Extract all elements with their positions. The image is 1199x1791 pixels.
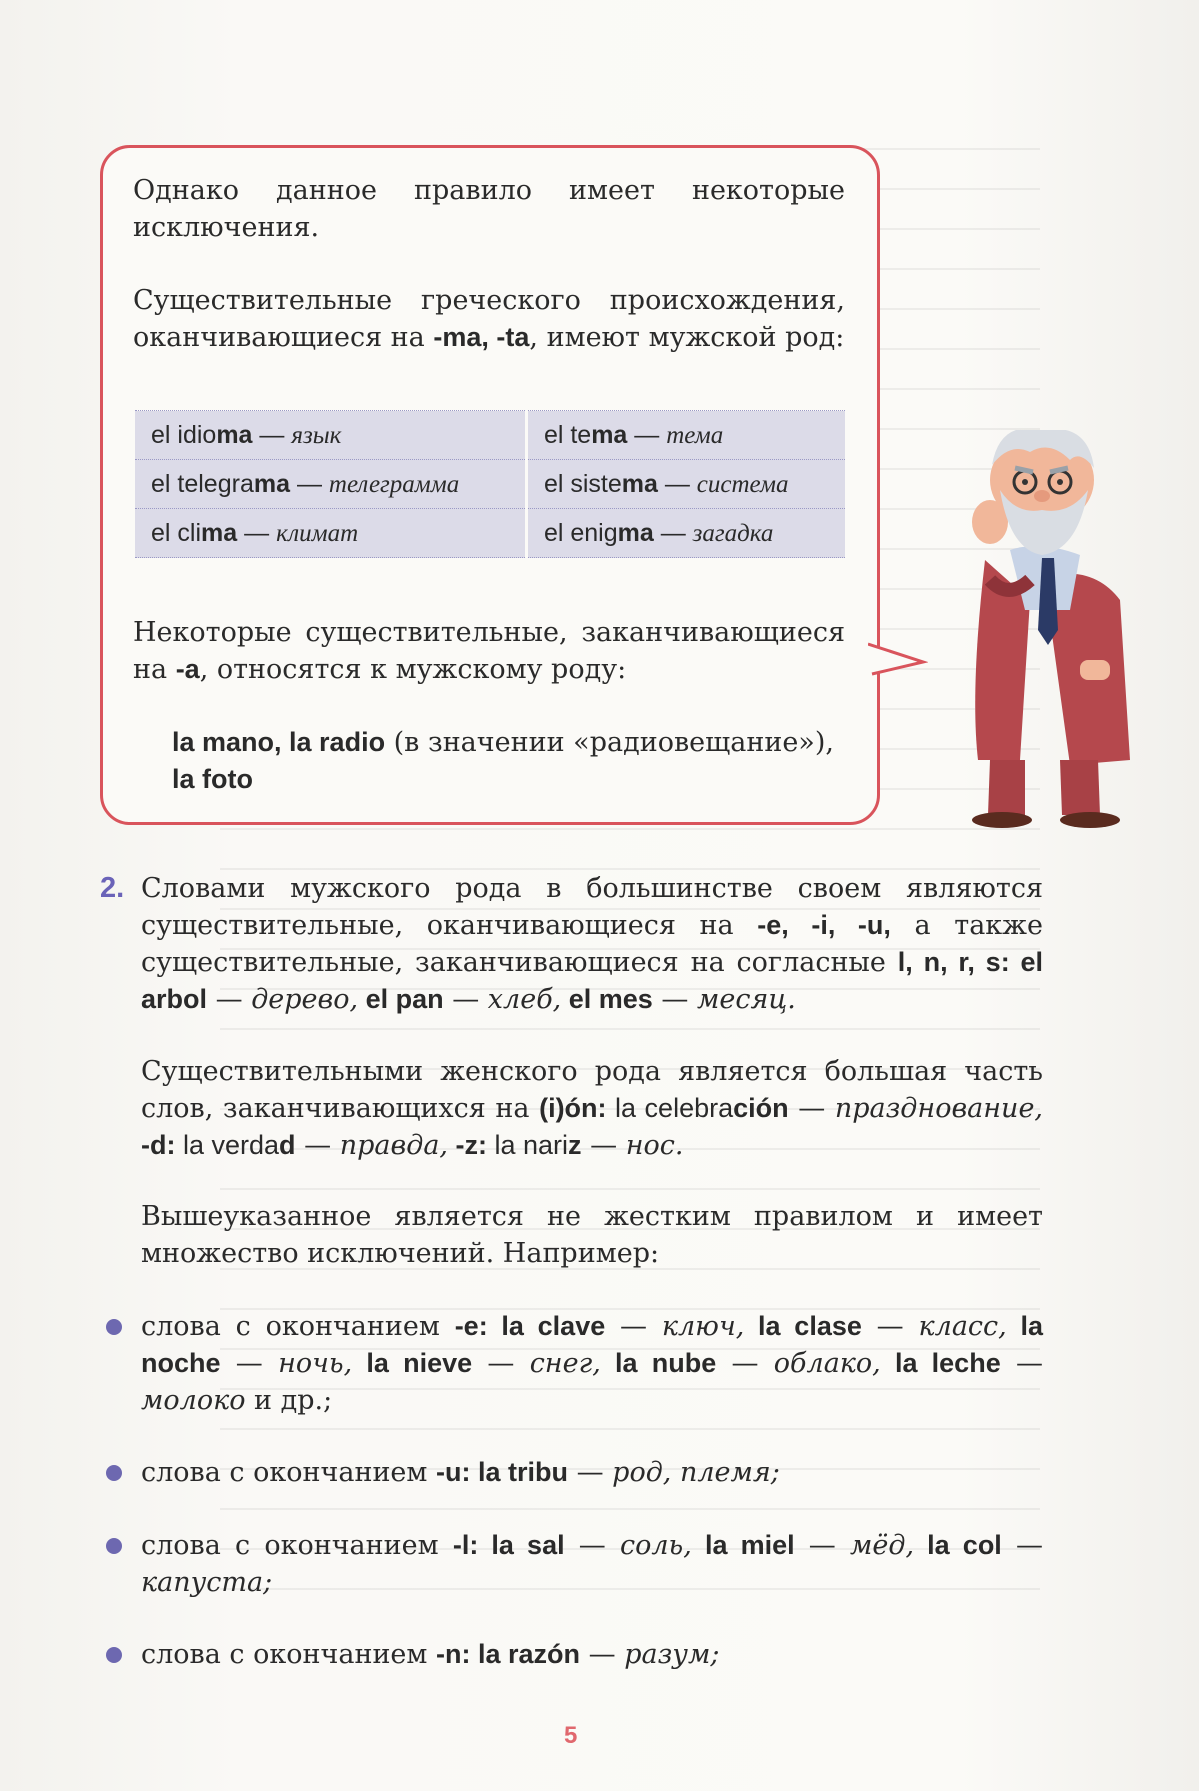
callout-intro: Однако данное правило имеет некоторые исключения.	[133, 175, 845, 243]
bullet-dot	[106, 1647, 122, 1663]
table-row	[134, 460, 847, 509]
callout-masculine-a: Некоторые существительные, заканчивающиеся на -a, относятся к мужскому роду:	[133, 617, 845, 685]
bullet-n: слова с окончанием -n: la razón — разум;	[141, 1639, 720, 1670]
bullet-dot	[106, 1465, 122, 1481]
bullet-e: слова с окончанием -e: la clave — ключ, la clase — класс, la noche — ночь, la nieve — снег, la nube — облако, la leche — молоко и др.;	[141, 1311, 1043, 1416]
bullet-u: слова с окончанием -u: la tribu — род, племя;	[141, 1457, 780, 1488]
table-row	[134, 509, 847, 558]
bullet-dot	[106, 1319, 122, 1335]
page-number: 5	[564, 1722, 578, 1749]
table-cell: el telegrama — телеграмма	[134, 460, 527, 509]
bullet-l: слова с окончанием -l: la sal — соль, la miel — мёд, la col — капуста;	[141, 1530, 1044, 1598]
bullet-dot	[106, 1538, 122, 1554]
section2-paragraph-1: Словами мужского рода в большинстве своем являются существительные, оканчивающиеся на -e, -i, -u, а также существительные, заканчивающиеся на согласные l, n, r, s: el arbol — дерево, el pan — хлеб, el mes — месяц.	[141, 873, 1043, 1015]
callout-greek-rule: Существительные греческого происхождения, оканчивающиеся на -ma, -ta, имеют мужской род:	[133, 285, 845, 353]
table-cell: el sistema — система	[526, 460, 846, 509]
callout-pointer	[868, 640, 928, 680]
greek-words-table	[132, 410, 848, 558]
table-cell: el enigma — загадка	[526, 509, 846, 558]
professor-illustration	[930, 430, 1145, 830]
section2-paragraph-2: Существительными женского рода является большая часть слов, заканчивающихся на (i)ón: la celebración — празднование, -d: la verdad — правда, -z: la nariz — нос.	[141, 1056, 1044, 1161]
table-row	[134, 411, 847, 460]
table-cell: el clima — климат	[134, 509, 527, 558]
section-number: 2.	[100, 872, 125, 904]
callout-examples: la mano, la radio (в значении «радиовещание»), la foto	[172, 727, 834, 794]
table-cell: el tema — тема	[526, 411, 846, 460]
table-cell: el idioma — язык	[134, 411, 527, 460]
section2-paragraph-3: Вышеуказанное является не жестким правилом и имеет множество исключений. Например:	[141, 1201, 1043, 1269]
